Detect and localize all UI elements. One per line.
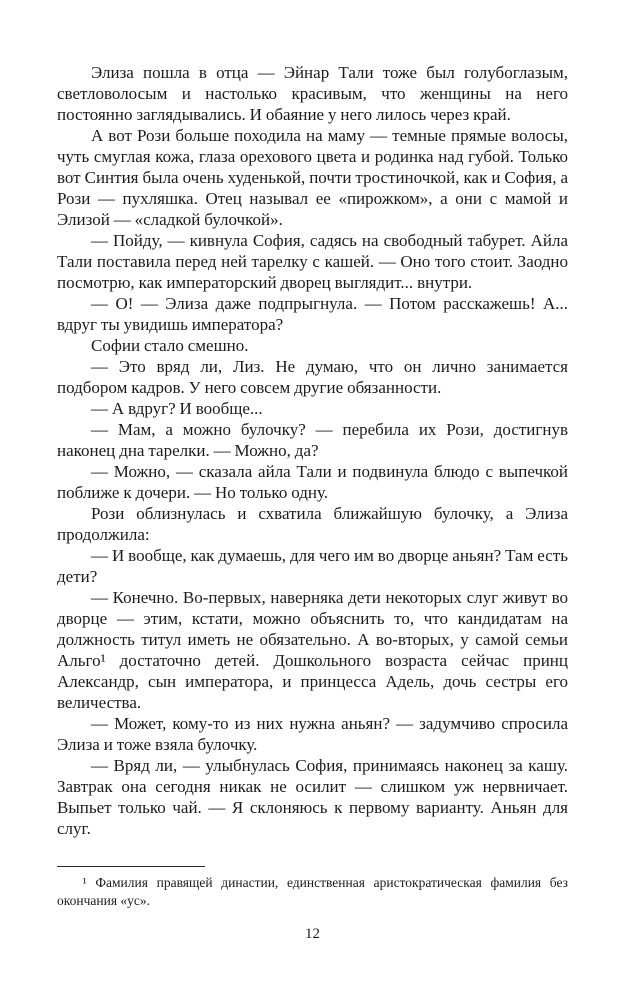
paragraph: Рози облизнулась и схватила ближайшую булочку, а Элиза продолжила: xyxy=(57,504,568,544)
page-body xyxy=(57,62,568,839)
paragraph: — Это вряд ли, Лиз. Не думаю, что он лично занимается подбором кадров. У него совсем другие обязанности. xyxy=(57,357,568,397)
paragraph: А вот Рози больше походила на маму — темные прямые волосы, чуть смуглая кожа, глаза орехового цвета и родинка над губой. Только вот Синтия была очень худенькой, почти тростиночкой, как и София, а Рози — пухляшка. Отец называл ее «пирожком», а они с мамой и Элизой — «сладкой булочкой». xyxy=(57,126,568,229)
paragraph: — И вообще, как думаешь, для чего им во дворце аньян? Там есть дети? xyxy=(57,546,568,586)
paragraph: — Пойду, — кивнула София, садясь на свободный табурет. Айла Тали поставила перед ней тарелку с кашей. — Оно того стоит. Заодно посмотрю, как императорский дворец выглядит... внутри. xyxy=(57,231,568,292)
paragraph: — Можно, — сказала айла Тали и подвинула блюдо с выпечкой поближе к дочери. — Но только одну. xyxy=(57,462,568,502)
footnote-text: ¹ Фамилия правящей династии, единственная аристократическая фамилия без окончания «ус». xyxy=(57,875,568,908)
paragraph: Софии стало смешно. xyxy=(91,336,249,355)
paragraph: — А вдруг? И вообще... xyxy=(91,399,263,418)
paragraph: — Мам, а можно булочку? — перебила их Рози, достигнув наконец дна тарелки. — Можно, да? xyxy=(57,420,568,460)
page-number: 12 xyxy=(305,926,320,942)
paragraph: — Вряд ли, — улыбнулась София, принимаясь наконец за кашу. Завтрак она сегодня никак не осилит — слишком уж нервничает. Выпьет только чай. — Я склоняюсь к первому варианту. Аньян для слуг. xyxy=(57,756,568,838)
paragraph: — Конечно. Во-первых, наверняка дети некоторых слуг живут во дворце — этим, кстати, можно объяснить то, что кандидатам на должность титул иметь не обязательно. А во-вторых, у самой семьи Альго¹ достаточно детей. Дошкольного возраста сейчас принц Александр, сын императора, и принцесса Адель, дочь сестры его величества. xyxy=(57,588,568,712)
paragraph: Элиза пошла в отца — Эйнар Тали тоже был голубоглазым, светловолосым и настолько красивым, что женщины на него постоянно заглядывались. И обаяние у него лилось через край. xyxy=(57,63,568,124)
paragraph: — Может, кому-то из них нужна аньян? — задумчиво спросила Элиза и тоже взяла булочку. xyxy=(57,714,568,754)
paragraph: — О! — Элиза даже подпрыгнула. — Потом расскажешь! А... вдруг ты увидишь императора? xyxy=(57,294,568,334)
footnote-divider xyxy=(57,866,205,867)
footnote-section xyxy=(57,866,568,910)
